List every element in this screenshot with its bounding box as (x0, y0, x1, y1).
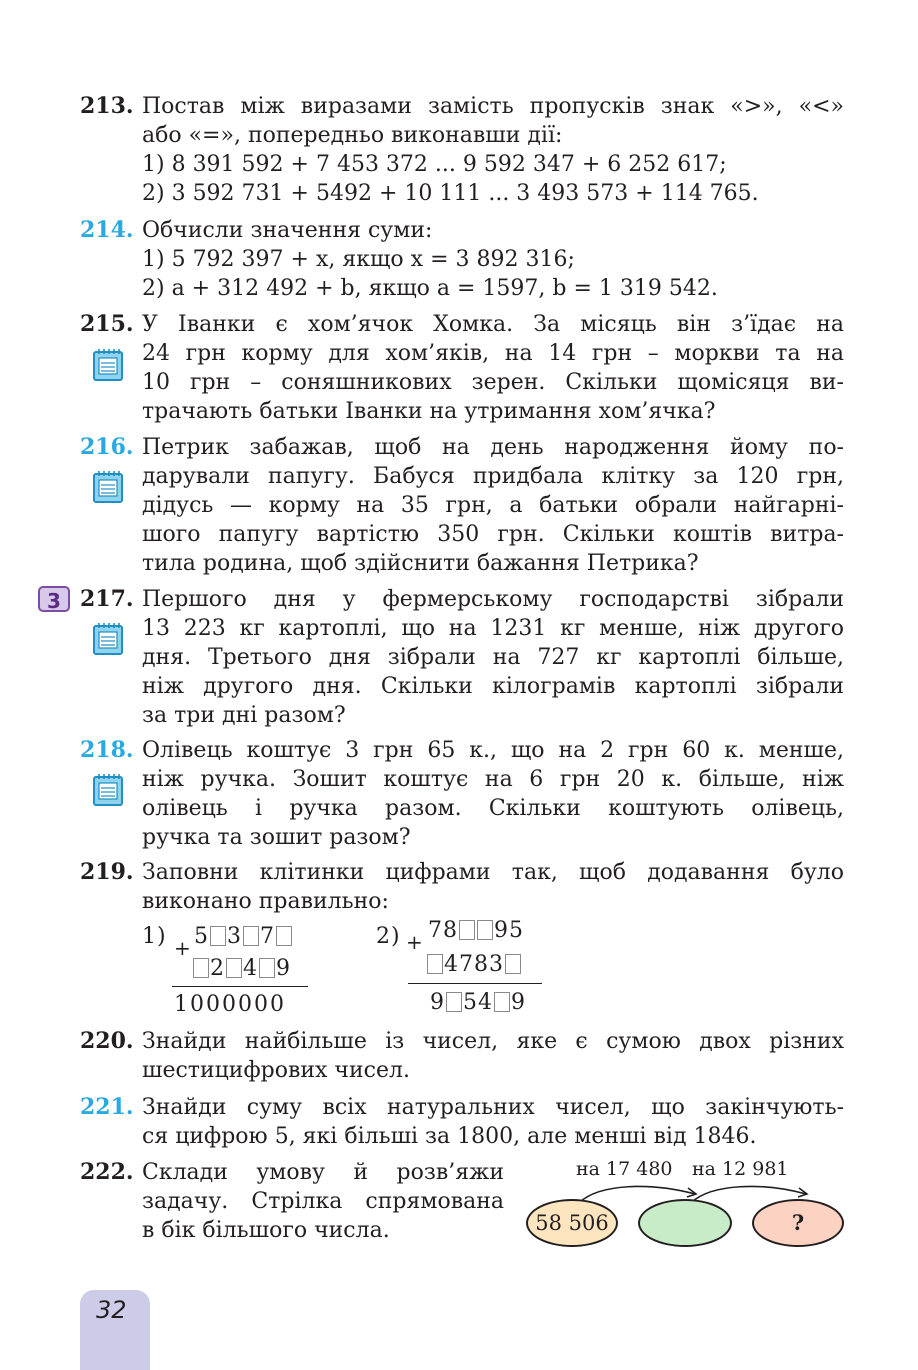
digit: 4 (478, 990, 493, 1015)
digit: 9 (494, 918, 509, 943)
digit: 8 (443, 918, 458, 943)
digit: 9 (276, 956, 291, 981)
addend-row-2 (426, 950, 522, 979)
digit: 5 (463, 990, 478, 1015)
digit: 4 (444, 952, 459, 977)
text-line: Склади умову й розв’яжи (142, 1160, 504, 1185)
text-line: У Іванки є хом’ячок Хомка. За місяць він з’їдає на (142, 312, 844, 337)
text-line: олівець і ручка разом. Скільки коштують олівець, (142, 796, 844, 821)
digit: 7 (459, 952, 474, 977)
addend-row-1 (194, 922, 293, 951)
sum-line (408, 983, 542, 984)
text-line: в бік більшого числа. (142, 1218, 390, 1243)
digit: 5 (194, 924, 209, 949)
problem-number: 217. (80, 586, 134, 612)
problem-text (142, 216, 844, 303)
text-line: дарували папугу. Бабуся придбала клітку за 120 грн, (142, 464, 844, 489)
empty-digit-cell[interactable] (276, 926, 292, 946)
text-line: 13 223 кг картоплі, що на 1231 кг менше, ніж другого (142, 616, 844, 641)
plus-sign: + (406, 930, 423, 954)
empty-digit-cell[interactable] (505, 954, 521, 974)
text-line: ручка та зошит разом? (142, 825, 411, 850)
problem-text (142, 858, 844, 916)
text-line: шестицифрових чисел. (142, 1058, 410, 1083)
problem-number: 216. (80, 434, 134, 460)
number-oval-middle (638, 1199, 732, 1247)
digit: 2 (210, 956, 225, 981)
oval-value: ? (791, 1210, 805, 1235)
problem-number: 215. (80, 311, 134, 337)
addend-row-2 (192, 954, 291, 983)
text-line: Заповни клітинки цифрами так, щоб додавання було (142, 860, 844, 885)
text-line: 1) 5 792 397 + x, якщо x = 3 892 316; (142, 247, 575, 272)
digit: 9 (430, 990, 445, 1015)
digit: 4 (243, 956, 258, 981)
digit: 5 (509, 918, 524, 943)
text-line: трачають батьки Іванки на утримання хом’ячка? (142, 399, 716, 424)
arrow-label-1: на 17 480 (576, 1158, 673, 1180)
sum-row (430, 988, 526, 1017)
digit: 3 (227, 924, 242, 949)
text-line: виконано правильно: (142, 889, 389, 914)
text-line: за три дні разом? (142, 703, 346, 728)
text-line: Знайди суму всіх натуральних чисел, що закінчують- (142, 1095, 844, 1120)
notebook-icon (92, 771, 124, 807)
text-line: шого папугу вартістю 350 грн. Скільки коштів витра- (142, 522, 844, 547)
problem-text (142, 433, 844, 578)
number-oval-start (526, 1199, 618, 1247)
empty-digit-cell[interactable] (427, 954, 443, 974)
problem-text (142, 310, 844, 426)
empty-digit-cell[interactable] (477, 920, 493, 940)
problem-text (142, 585, 844, 730)
notebook-icon (92, 346, 124, 382)
digit: 3 (489, 952, 504, 977)
level-badge: 3 (38, 586, 70, 612)
empty-digit-cell[interactable] (193, 958, 209, 978)
digit: 7 (260, 924, 275, 949)
page-number: 32 (96, 1296, 127, 1324)
digit: 9 (511, 990, 526, 1015)
sum-row: 1000000 (174, 992, 286, 1017)
problem-number: 213. (80, 93, 134, 119)
digit: 7 (428, 918, 443, 943)
text-line: 2) 3 592 731 + 5492 + 10 111 ... 3 493 573 + 114 765. (142, 181, 759, 206)
text-line: задачу. Стрілка спрямована (142, 1189, 504, 1214)
problem-number: 219. (80, 859, 134, 885)
problem-text (142, 1158, 504, 1245)
text-line: тила родина, щоб здійснити бажання Петрика? (142, 551, 699, 576)
problem-number: 222. (80, 1159, 134, 1185)
text-line: Петрик забажав, щоб на день народження йому по- (142, 435, 844, 460)
text-line: 10 грн – соняшникових зерен. Скільки щомісяця ви- (142, 370, 844, 395)
text-line: 1) 8 391 592 + 7 453 372 ... 9 592 347 + 6 252 617; (142, 152, 727, 177)
sum-line (172, 986, 308, 987)
empty-digit-cell[interactable] (259, 958, 275, 978)
problem-text (142, 1093, 844, 1151)
text-line: дідусь — корму на 35 грн, а батьки обрали найгарні- (142, 493, 844, 518)
text-line: Постав між виразами замість пропусків знак «>», «<» (142, 94, 844, 119)
text-line: 2) a + 312 492 + b, якщо a = 1597, b = 1 319 542. (142, 276, 718, 301)
notebook-icon (92, 620, 124, 656)
empty-digit-cell[interactable] (459, 920, 475, 940)
problem-number: 218. (80, 737, 134, 763)
empty-digit-cell[interactable] (494, 992, 510, 1012)
text-line: ніж ручка. Зошит коштує на 6 грн 20 к. більше, ніж (142, 767, 844, 792)
digit: 8 (474, 952, 489, 977)
text-line: Обчисли значення суми: (142, 218, 433, 243)
oval-value: 58 506 (535, 1211, 609, 1235)
text-line: або «=», попередньо виконавши дії: (142, 123, 563, 148)
arrow-label-2: на 12 981 (692, 1158, 789, 1180)
notebook-icon (92, 468, 124, 504)
problem-text (142, 92, 844, 208)
problem-text (142, 1027, 844, 1085)
empty-digit-cell[interactable] (446, 992, 462, 1012)
problem-number: 214. (80, 217, 134, 243)
problem-text (142, 736, 844, 852)
text-line: Першого дня у фермерському господарстві зібрали (142, 587, 844, 612)
example-label: 2) (376, 924, 401, 949)
text-line: ся цифрою 5, які більші за 1800, але менші від 1846. (142, 1124, 757, 1149)
addend-row-1 (428, 916, 524, 945)
text-line: 24 грн корму для хом’яків, на 14 грн – моркви та на (142, 341, 844, 366)
text-line: дня. Третього дня зібрали на 727 кг картоплі більше, (142, 645, 844, 670)
number-oval-unknown (752, 1199, 844, 1247)
empty-digit-cell[interactable] (243, 926, 259, 946)
empty-digit-cell[interactable] (226, 958, 242, 978)
problem-number: 221. (80, 1094, 134, 1120)
problem-number: 220. (80, 1028, 134, 1054)
empty-digit-cell[interactable] (210, 926, 226, 946)
plus-sign: + (174, 936, 191, 960)
text-line: ніж другого дня. Скільки кілограмів картоплі зібрали (142, 674, 844, 699)
text-line: Знайди найбільше із чисел, яке є сумою двох різних (142, 1029, 844, 1054)
text-line: Олівець коштує 3 грн 65 к., що на 2 грн 60 к. менше, (142, 738, 844, 763)
example-label: 1) (142, 924, 167, 949)
